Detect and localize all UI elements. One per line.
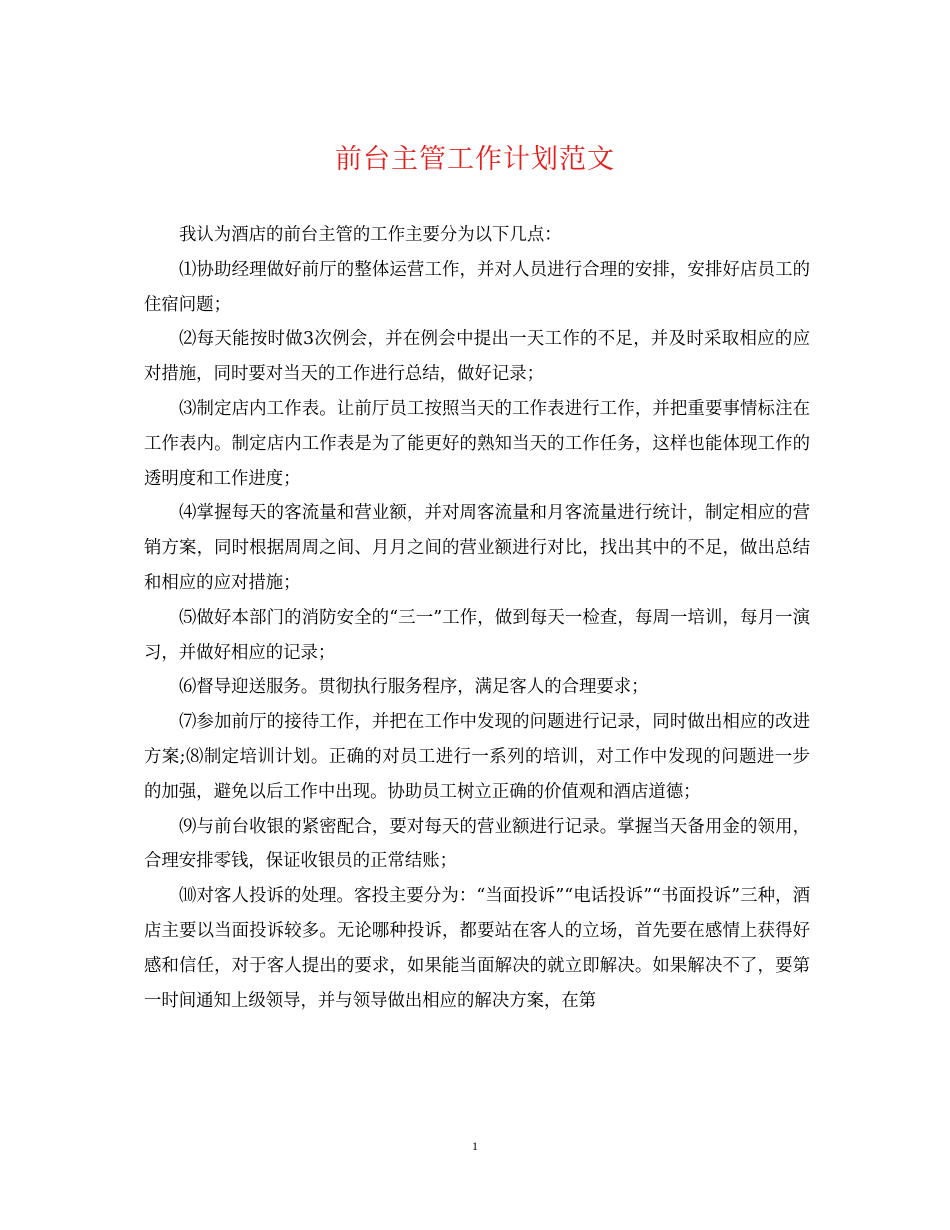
- paragraph-item-1: ⑴协助经理做好前厅的整体运营工作，并对人员进行合理的安排，安排好店员工的住宿问题；: [144, 259, 810, 315]
- paragraph-item-9: ⑼与前台收银的紧密配合，要对每天的营业额进行记录。掌握当天备用金的领用，合理安排零钱，保证收银员的正常结账；: [144, 816, 810, 872]
- paragraph-item-10: ⑽对客人投诉的处理。客投主要分为：“当面投诉”“电话投诉”“书面投诉”三种，酒店主要以当面投诉较多。无论哪种投诉，都要站在客人的立场，首先要在感情上获得好感和信任，对于客人提出的要求，如果能当面解决的就立即解决。如果解决不了，要第一时间通知上级领导，并与领导做出相应的解决方案，在第: [144, 886, 810, 1011]
- document-title: 前台主管工作计划范文: [335, 144, 615, 175]
- document-body: [144, 218, 810, 1018]
- page-number: 1: [472, 1139, 478, 1153]
- paragraph-item-4: ⑷掌握每天的客流量和营业额，并对周客流量和月客流量进行统计，制定相应的营销方案，同时根据周周之间、月月之间的营业额进行对比，找出其中的不足，做出总结和相应的应对措施；: [144, 503, 810, 593]
- paragraph-item-3: ⑶制定店内工作表。让前厅员工按照当天的工作表进行工作，并把重要事情标注在工作表内。制定店内工作表是为了能更好的熟知当天的工作任务，这样也能体现工作的透明度和工作进度；: [144, 398, 810, 489]
- paragraph-intro: 我认为酒店的前台主管的工作主要分为以下几点：: [179, 225, 562, 245]
- paragraph-item-5: ⑸做好本部门的消防安全的“三一”工作，做到每天一检查，每周一培训，每月一演习，并做好相应的记录；: [144, 607, 810, 663]
- paragraph-item-7-8: ⑺参加前厅的接待工作，并把在工作中发现的问题进行记录，同时做出相应的改进方案;⑻制定培训计划。正确的对员工进行一系列的培训，对工作中发现的问题进一步的加强，避免以后工作中出现。协助员工树立正确的价值观和酒店道德；: [144, 712, 810, 802]
- paragraph-item-6: ⑹督导迎送服务。贯彻执行服务程序，满足客人的合理要求；: [179, 677, 649, 698]
- paragraph-item-2: ⑵每天能按时做3次例会，并在例会中提出一天工作的不足，并及时采取相应的应对措施，同时要对当天的工作进行总结，做好记录；: [144, 329, 810, 385]
